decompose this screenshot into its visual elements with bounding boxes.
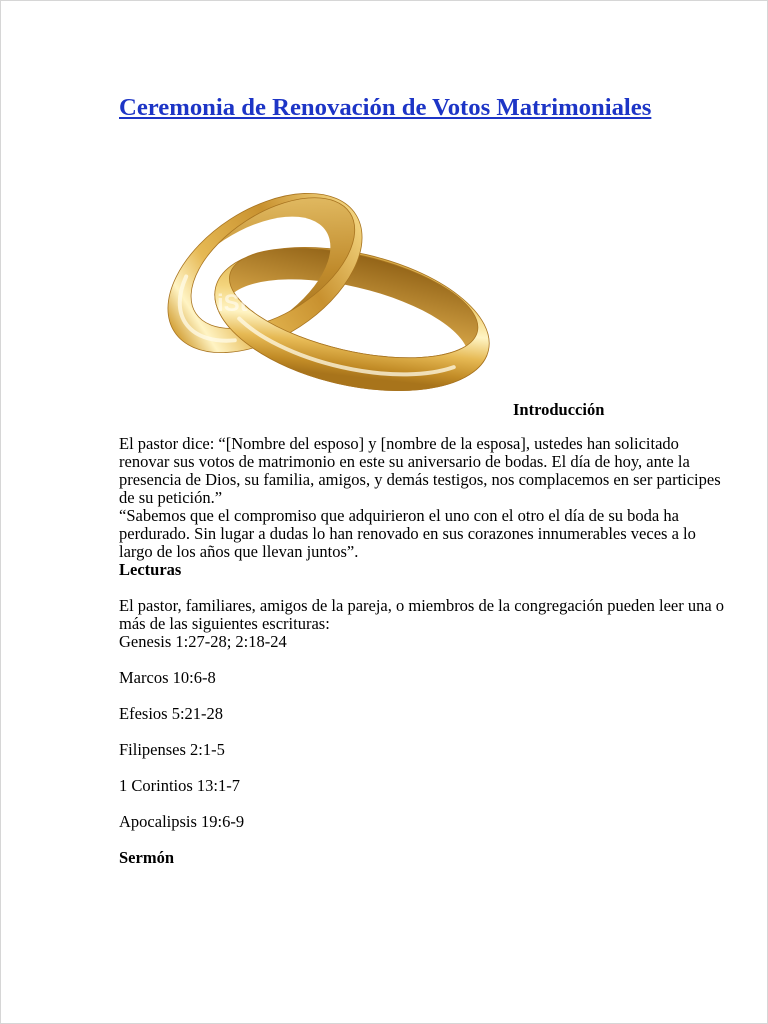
watermark-text: iStock <box>217 290 290 317</box>
paragraph-line: “Sabemos que el compromiso que adquirieron el uno con el otro el día de su boda ha <box>119 506 679 525</box>
scripture-item: Efesios 5:21-28 <box>119 704 224 723</box>
paragraph-sabemos <box>119 507 749 561</box>
paragraph-line: más de las siguientes escrituras: <box>119 614 330 633</box>
scripture-item: Apocalipsis 19:6-9 <box>119 812 245 831</box>
paragraph-line: presencia de Dios, su familia, amigos, y demás testigos, nos complacemos en ser participes <box>119 470 721 489</box>
scripture-item: Marcos 10:6-8 <box>119 668 216 687</box>
scripture-item: Genesis 1:27-28; 2:18-24 <box>119 632 287 651</box>
scripture-item: 1 Corintios 13:1-7 <box>119 776 241 795</box>
heading-lecturas: Lecturas <box>119 560 182 579</box>
document-body <box>119 401 749 867</box>
paragraph-line: El pastor, familiares, amigos de la pareja, o miembros de la congregación pueden leer una o <box>119 596 725 615</box>
paragraph-line: de su petición.” <box>119 488 223 507</box>
paragraph-line: largo de los años que llevan juntos”. <box>119 542 359 561</box>
heading-sermon: Sermón <box>119 848 174 867</box>
paragraph-lecturas-instrucciones <box>119 597 749 633</box>
scripture-item: Filipenses 2:1-5 <box>119 740 225 759</box>
paragraph-line: perdurado. Sin lugar a dudas lo han renovado en sus corazones innumerables veces a lo <box>119 524 696 543</box>
wedding-rings-image <box>151 183 501 405</box>
paragraph-line: El pastor dice: “[Nombre del esposo] y [nombre de la esposa], ustedes han solicitado <box>119 434 679 453</box>
heading-introduccion: Introducción <box>513 400 605 419</box>
paragraph-pastor-dice <box>119 435 749 507</box>
document-title-link[interactable]: Ceremonia de Renovación de Votos Matrimoniales <box>119 94 652 121</box>
paragraph-line: renovar sus votos de matrimonio en este su aniversario de bodas. El día de hoy, ante la <box>119 452 690 471</box>
